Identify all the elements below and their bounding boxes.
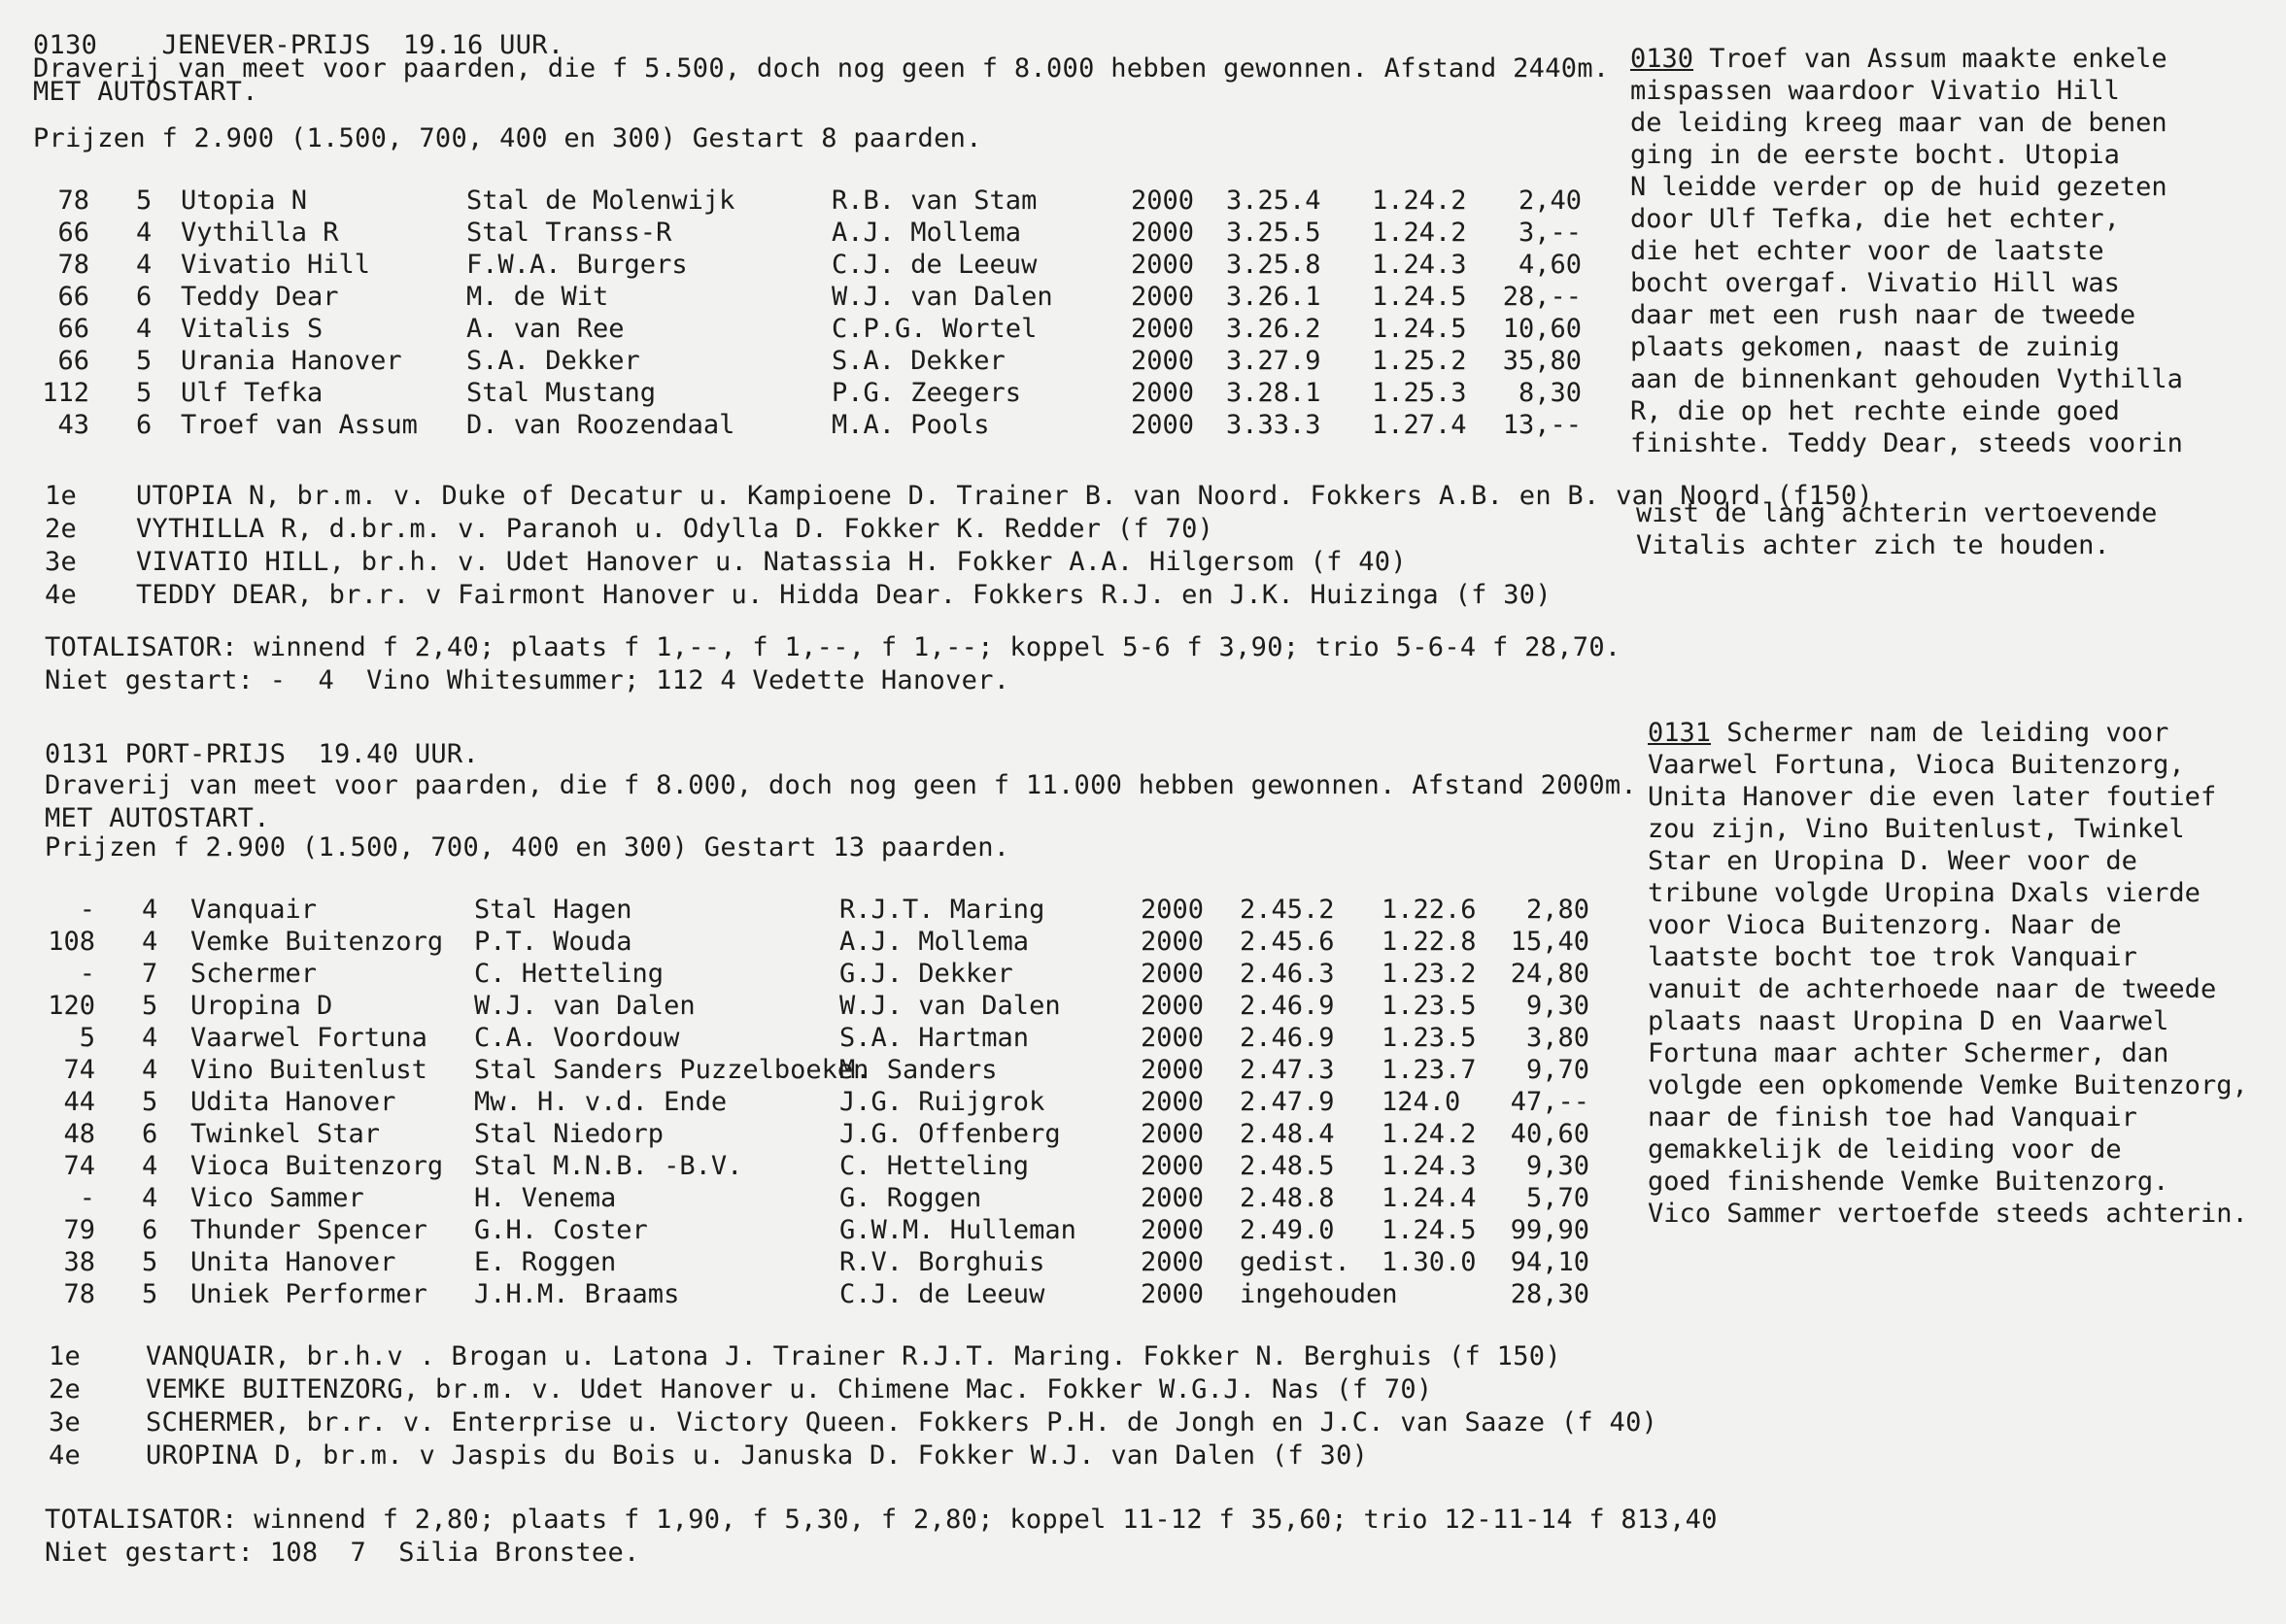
commentary-line: N leidde verder op de huid gezeten: [1630, 172, 2167, 202]
cell-dist: 2000: [1141, 1247, 1205, 1277]
cell-driver: W.J. van Dalen: [839, 991, 1061, 1021]
race-description: Draverij van meet voor paarden, die f 5.500, doch nog geen f 8.000 hebben gewonnen. Afstand 2440m.: [33, 53, 1610, 84]
commentary-line: Unita Hanover die even later foutief: [1648, 782, 2217, 812]
table-row: [0, 1214, 1652, 1246]
cell-dist: 2000: [1141, 1215, 1205, 1245]
cell-dist: 2000: [1141, 959, 1205, 989]
cell-age: 4: [136, 250, 153, 280]
cell-owner: Stal de Molenwijk: [466, 186, 735, 216]
cell-age: 4: [142, 927, 158, 957]
cell-dist: 2000: [1141, 1087, 1205, 1117]
cell-horse: Uropina D: [190, 991, 333, 1021]
cell-time: 2.46.9: [1240, 991, 1335, 1021]
cell-time: 2.49.0: [1240, 1215, 1335, 1245]
cell-odds: 99,90: [1510, 1215, 1589, 1245]
cell-owner: H. Venema: [474, 1183, 617, 1213]
cell-time: 3.25.4: [1226, 186, 1321, 216]
cell-odds: 47,--: [1510, 1087, 1589, 1117]
cell-num: 66: [57, 218, 89, 248]
cell-dist: 2000: [1131, 410, 1195, 440]
race-code: 0131: [45, 739, 110, 769]
cell-odds: 94,10: [1510, 1247, 1589, 1277]
cell-dist: 2000: [1141, 927, 1205, 957]
table-row: [0, 249, 1652, 281]
cell-driver: C.P.G. Wortel: [832, 314, 1038, 344]
cell-owner: F.W.A. Burgers: [466, 250, 688, 280]
table-row: [0, 185, 1652, 217]
cell-horse: Troef van Assum: [181, 410, 418, 440]
cell-horse: Ulf Tefka: [181, 378, 324, 408]
cell-driver: R.V. Borghuis: [839, 1247, 1045, 1277]
cell-owner: C.A. Voordouw: [474, 1023, 680, 1053]
cell-owner: P.T. Wouda: [474, 927, 632, 957]
cell-owner: C. Hetteling: [474, 959, 665, 989]
cell-age: 6: [142, 1119, 158, 1149]
cell-num: 120: [48, 991, 95, 1021]
cell-km: 1.24.5: [1372, 282, 1467, 312]
cell-age: 5: [136, 346, 153, 376]
race-description: Draverij van meet voor paarden, die f 8.000, doch nog geen f 11.000 hebben gewonnen. Afstand 2000m.: [45, 770, 1637, 800]
commentary-line: finishte. Teddy Dear, steeds voorin: [1630, 428, 2183, 458]
cell-km: 1.23.2: [1382, 959, 1477, 989]
cell-driver: C.J. de Leeuw: [832, 250, 1038, 280]
commentary-line: de leiding kreeg maar van de benen: [1630, 108, 2167, 138]
cell-odds: 9,30: [1525, 991, 1589, 1021]
cell-dist: 2000: [1131, 378, 1195, 408]
table-row: [0, 990, 1652, 1022]
cell-age: 6: [136, 410, 153, 440]
commentary-line: laatste bocht toe trok Vanquair: [1648, 942, 2137, 972]
cell-km: 1.24.5: [1372, 314, 1467, 344]
cell-owner: A. van Ree: [466, 314, 625, 344]
cell-odds: 3,80: [1525, 1023, 1589, 1053]
cell-dist: 2000: [1141, 1119, 1205, 1149]
cell-age: 5: [142, 991, 158, 1021]
cell-age: 7: [142, 959, 158, 989]
cell-km: 1.24.3: [1372, 250, 1467, 280]
cell-odds: 9,70: [1525, 1055, 1589, 1085]
cell-driver: C.J. de Leeuw: [839, 1279, 1045, 1309]
cell-odds: 2,40: [1518, 186, 1582, 216]
race-start-type: MET AUTOSTART.: [33, 77, 258, 107]
placing-position: 3e: [49, 1407, 82, 1438]
cell-owner: S.A. Dekker: [466, 346, 640, 376]
commentary-line: door Ulf Tefka, die het echter,: [1630, 204, 2120, 234]
cell-odds: 5,70: [1525, 1183, 1589, 1213]
cell-dist: 2000: [1131, 250, 1195, 280]
cell-km: 124.0: [1382, 1087, 1461, 1117]
cell-horse: Twinkel Star: [190, 1119, 381, 1149]
table-row: [0, 1054, 1652, 1086]
cell-km: 1.22.8: [1382, 927, 1477, 957]
race-commentary: [1630, 43, 2167, 75]
commentary-line: Vico Sammer vertoefde steeds achterin.: [1648, 1199, 2248, 1229]
commentary-line: wist de lang achterin vertoevende: [1636, 498, 2158, 528]
cell-age: 5: [142, 1247, 158, 1277]
table-row: [0, 1118, 1652, 1150]
cell-dist: 2000: [1131, 186, 1195, 216]
cell-driver: S.A. Hartman: [839, 1023, 1030, 1053]
cell-km: 1.27.4: [1372, 410, 1467, 440]
placing-position: 1e: [49, 1341, 82, 1371]
cell-time: 2.46.3: [1240, 959, 1335, 989]
cell-odds: 10,60: [1502, 314, 1582, 344]
cell-dist: 2000: [1131, 218, 1195, 248]
commentary-line: Vitalis achter zich te houden.: [1636, 530, 2110, 560]
placing-text: VANQUAIR, br.h.v . Brogan u. Latona J. Trainer R.J.T. Maring. Fokker N. Berghuis (f 150): [146, 1341, 1561, 1371]
cell-odds: 28,--: [1502, 282, 1582, 312]
cell-num: 66: [57, 346, 89, 376]
cell-horse: Uniek Performer: [190, 1279, 427, 1309]
cell-owner: E. Roggen: [474, 1247, 617, 1277]
race-start-type: MET AUTOSTART.: [45, 803, 270, 833]
cell-age: 4: [142, 1183, 158, 1213]
commentary-line: naar de finish toe had Vanquair: [1648, 1102, 2137, 1133]
cell-owner: Stal Transs-R: [466, 218, 672, 248]
cell-odds: 15,40: [1510, 927, 1589, 957]
commentary-line: aan de binnenkant gehouden Vythilla: [1630, 364, 2183, 394]
cell-driver: A.J. Mollema: [839, 927, 1030, 957]
table-row: [0, 1182, 1652, 1214]
cell-odds: 24,80: [1510, 959, 1589, 989]
cell-age: 4: [142, 1023, 158, 1053]
cell-dist: 2000: [1141, 991, 1205, 1021]
commentary-line: Vaarwel Fortuna, Vioca Buitenzorg,: [1648, 750, 2185, 780]
cell-horse: Schermer: [190, 959, 318, 989]
cell-time: ingehouden: [1240, 1279, 1398, 1309]
not-started: Niet gestart: - 4 Vino Whitesummer; 112 4 Vedette Hanover.: [45, 665, 1010, 695]
cell-driver: M. Sanders: [839, 1055, 998, 1085]
cell-time: 2.48.5: [1240, 1151, 1335, 1181]
cell-odds: 4,60: [1518, 250, 1582, 280]
commentary-line: Star en Uropina D. Weer voor de: [1648, 846, 2137, 876]
cell-driver: M.A. Pools: [832, 410, 990, 440]
cell-horse: Vythilla R: [181, 218, 339, 248]
cell-num: -: [79, 1183, 95, 1213]
cell-driver: A.J. Mollema: [832, 218, 1022, 248]
cell-owner: D. van Roozendaal: [466, 410, 735, 440]
cell-odds: 40,60: [1510, 1119, 1589, 1149]
cell-num: 112: [42, 378, 89, 408]
commentary-line: goed finishende Vemke Buitenzorg.: [1648, 1167, 2169, 1197]
cell-num: 74: [63, 1151, 95, 1181]
placing-text: TEDDY DEAR, br.r. v Fairmont Hanover u. Hidda Dear. Fokkers R.J. en J.K. Huizinga (f 30): [136, 580, 1552, 610]
cell-km: 1.22.6: [1382, 895, 1477, 925]
cell-dist: 2000: [1141, 895, 1205, 925]
cell-time: gedist.: [1240, 1247, 1350, 1277]
race-prizes: Prijzen f 2.900 (1.500, 700, 400 en 300) Gestart 13 paarden.: [45, 832, 1010, 863]
cell-num: 74: [63, 1055, 95, 1085]
table-row: [0, 281, 1652, 313]
placing-text: VEMKE BUITENZORG, br.m. v. Udet Hanover u. Chimene Mac. Fokker W.G.J. Nas (f 70): [146, 1374, 1433, 1404]
cell-age: 5: [136, 186, 153, 216]
commentary-line: Fortuna maar achter Schermer, dan: [1648, 1038, 2169, 1068]
cell-odds: 28,30: [1510, 1279, 1589, 1309]
race-commentary: [1648, 717, 2168, 749]
placing-position: 3e: [45, 547, 78, 577]
cell-dist: 2000: [1131, 314, 1195, 344]
commentary-line: vanuit de achterhoede naar de tweede: [1648, 974, 2217, 1004]
cell-time: 3.25.8: [1226, 250, 1321, 280]
cell-driver: C. Hetteling: [839, 1151, 1030, 1181]
cell-age: 4: [142, 895, 158, 925]
cell-num: -: [79, 959, 95, 989]
cell-age: 6: [142, 1215, 158, 1245]
cell-time: 2.46.9: [1240, 1023, 1335, 1053]
cell-km: 1.24.2: [1382, 1119, 1477, 1149]
cell-km: 1.23.7: [1382, 1055, 1477, 1085]
table-row: [0, 958, 1652, 990]
cell-dist: 2000: [1131, 282, 1195, 312]
cell-km: 1.25.2: [1372, 346, 1467, 376]
cell-odds: 9,30: [1525, 1151, 1589, 1181]
cell-driver: G.J. Dekker: [839, 959, 1013, 989]
cell-age: 5: [136, 378, 153, 408]
cell-time: 3.28.1: [1226, 378, 1321, 408]
cell-driver: W.J. van Dalen: [832, 282, 1053, 312]
totalisator: TOTALISATOR: winnend f 2,40; plaats f 1,--, f 1,--, f 1,--; koppel 5-6 f 3,90; trio 5-6-4 f 28,70.: [45, 632, 1621, 662]
table-row: [0, 1246, 1652, 1278]
not-started: Niet gestart: 108 7 Silia Bronstee.: [45, 1538, 640, 1568]
cell-odds: 2,80: [1525, 895, 1589, 925]
cell-dist: 2000: [1141, 1055, 1205, 1085]
cell-age: 4: [142, 1055, 158, 1085]
cell-driver: R.B. van Stam: [832, 186, 1038, 216]
table-row: [0, 409, 1652, 441]
cell-horse: Unita Hanover: [190, 1247, 396, 1277]
cell-num: 48: [63, 1119, 95, 1149]
cell-horse: Teddy Dear: [181, 282, 339, 312]
placing-text: UROPINA D, br.m. v Jaspis du Bois u. Januska D. Fokker W.J. van Dalen (f 30): [146, 1440, 1369, 1471]
commentary-line: mispassen waardoor Vivatio Hill: [1630, 76, 2120, 106]
cell-odds: 3,--: [1518, 218, 1582, 248]
cell-km: 1.24.4: [1382, 1183, 1477, 1213]
cell-owner: Stal Hagen: [474, 895, 632, 925]
placing-position: 4e: [49, 1440, 82, 1471]
placing-position: 1e: [45, 481, 78, 511]
cell-horse: Vico Sammer: [190, 1183, 364, 1213]
commentary-code: 0130: [1630, 44, 1694, 74]
cell-age: 5: [142, 1279, 158, 1309]
cell-time: 2.48.4: [1240, 1119, 1335, 1149]
cell-dist: 2000: [1141, 1279, 1205, 1309]
cell-age: 4: [136, 314, 153, 344]
cell-num: 44: [63, 1087, 95, 1117]
placing-position: 2e: [49, 1374, 82, 1404]
race-code: 0130: [33, 30, 98, 60]
race-header: [45, 738, 479, 770]
race-prizes: Prijzen f 2.900 (1.500, 700, 400 en 300) Gestart 8 paarden.: [33, 123, 982, 153]
placing-text: SCHERMER, br.r. v. Enterprise u. Victory Queen. Fokkers P.H. de Jongh en J.C. van Saaze (f 40): [146, 1407, 1658, 1438]
cell-time: 3.26.1: [1226, 282, 1321, 312]
cell-owner: J.H.M. Braams: [474, 1279, 680, 1309]
table-row: [0, 1022, 1652, 1054]
cell-driver: J.G. Ruijgrok: [839, 1087, 1045, 1117]
cell-num: 108: [48, 927, 95, 957]
cell-owner: Stal M.N.B. -B.V.: [474, 1151, 743, 1181]
totalisator: TOTALISATOR: winnend f 2,80; plaats f 1,90, f 5,30, f 2,80; koppel 11-12 f 35,60; trio 12-11-14 f 813,40: [45, 1505, 1718, 1535]
cell-time: 2.47.3: [1240, 1055, 1335, 1085]
commentary-line: zou zijn, Vino Buitenlust, Twinkel: [1648, 814, 2185, 844]
cell-time: 3.25.5: [1226, 218, 1321, 248]
placing-text: VIVATIO HILL, br.h. v. Udet Hanover u. Natassia H. Fokker A.A. Hilgersom (f 40): [136, 547, 1407, 577]
race-time: 19.40 UUR.: [318, 739, 480, 769]
cell-time: 2.48.8: [1240, 1183, 1335, 1213]
cell-owner: Stal Niedorp: [474, 1119, 665, 1149]
table-row: [0, 1086, 1652, 1118]
cell-horse: Vaarwel Fortuna: [190, 1023, 427, 1053]
cell-owner: Stal Mustang: [466, 378, 657, 408]
table-row: [0, 217, 1652, 249]
commentary-line: R, die op het rechte einde goed: [1630, 396, 2120, 426]
table-row: [0, 1150, 1652, 1182]
cell-driver: G. Roggen: [839, 1183, 982, 1213]
cell-odds: 8,30: [1518, 378, 1582, 408]
cell-dist: 2000: [1141, 1023, 1205, 1053]
cell-age: 4: [136, 218, 153, 248]
cell-num: 78: [57, 250, 89, 280]
cell-horse: Udita Hanover: [190, 1087, 396, 1117]
cell-horse: Vino Buitenlust: [190, 1055, 427, 1085]
cell-horse: Vanquair: [190, 895, 318, 925]
cell-owner: Stal Sanders Puzzelboeken: [474, 1055, 870, 1085]
commentary-line: bocht overgaf. Vivatio Hill was: [1630, 268, 2120, 298]
commentary-line: volgde een opkomende Vemke Buitenzorg,: [1648, 1070, 2248, 1100]
commentary-line: plaats gekomen, naast de zuinig: [1630, 332, 2120, 362]
cell-driver: G.W.M. Hulleman: [839, 1215, 1076, 1245]
table-row: [0, 894, 1652, 926]
cell-km: 1.24.2: [1372, 186, 1467, 216]
race-name: JENEVER-PRIJS: [161, 30, 371, 60]
cell-km: 1.30.0: [1382, 1247, 1477, 1277]
placing-text: VYTHILLA R, d.br.m. v. Paranoh u. Odylla D. Fokker K. Redder (f 70): [136, 514, 1214, 544]
cell-driver: P.G. Zeegers: [832, 378, 1022, 408]
cell-km: 1.23.5: [1382, 991, 1477, 1021]
cell-owner: M. de Wit: [466, 282, 609, 312]
cell-time: 2.45.2: [1240, 895, 1335, 925]
table-row: [0, 345, 1652, 377]
cell-age: 4: [142, 1151, 158, 1181]
commentary-line: plaats naast Uropina D en Vaarwel: [1648, 1006, 2169, 1036]
placing-text: UTOPIA N, br.m. v. Duke of Decatur u. Kampioene D. Trainer B. van Noord. Fokkers A.B. en B. van Noord (f150): [136, 481, 1873, 511]
race-name: PORT-PRIJS: [124, 739, 287, 769]
table-row: [0, 313, 1652, 345]
table-row: [0, 926, 1652, 958]
cell-num: 5: [79, 1023, 95, 1053]
commentary-line: voor Vioca Buitenzorg. Naar de: [1648, 910, 2122, 940]
race-time: 19.16 UUR.: [402, 30, 564, 60]
placing-position: 4e: [45, 580, 78, 610]
commentary-line: ging in de eerste bocht. Utopia: [1630, 140, 2120, 170]
cell-dist: 2000: [1141, 1183, 1205, 1213]
cell-km: 1.23.5: [1382, 1023, 1477, 1053]
cell-horse: Urania Hanover: [181, 346, 402, 376]
cell-time: 3.27.9: [1226, 346, 1321, 376]
cell-km: 1.24.2: [1372, 218, 1467, 248]
commentary-line: daar met een rush naar de tweede: [1630, 300, 2136, 330]
cell-num: 78: [63, 1279, 95, 1309]
cell-time: 3.26.2: [1226, 314, 1321, 344]
cell-km: 1.24.5: [1382, 1215, 1477, 1245]
cell-driver: S.A. Dekker: [832, 346, 1006, 376]
commentary-line: Schermer nam de leiding voor: [1711, 718, 2169, 748]
cell-horse: Vemke Buitenzorg: [190, 927, 444, 957]
cell-dist: 2000: [1141, 1151, 1205, 1181]
cell-owner: Mw. H. v.d. Ende: [474, 1087, 728, 1117]
table-row: [0, 377, 1652, 409]
cell-time: 2.47.9: [1240, 1087, 1335, 1117]
cell-num: 66: [57, 282, 89, 312]
cell-age: 5: [142, 1087, 158, 1117]
cell-time: 3.33.3: [1226, 410, 1321, 440]
commentary-line: tribune volgde Uropina Dxals vierde: [1648, 878, 2201, 908]
commentary-code: 0131: [1648, 718, 1712, 748]
cell-num: 38: [63, 1247, 95, 1277]
cell-age: 6: [136, 282, 153, 312]
cell-num: 66: [57, 314, 89, 344]
commentary-line: die het echter voor de laatste: [1630, 236, 2104, 266]
cell-num: -: [79, 895, 95, 925]
cell-owner: G.H. Coster: [474, 1215, 648, 1245]
cell-horse: Vioca Buitenzorg: [190, 1151, 444, 1181]
cell-owner: W.J. van Dalen: [474, 991, 696, 1021]
cell-dist: 2000: [1131, 346, 1195, 376]
cell-driver: R.J.T. Maring: [839, 895, 1045, 925]
cell-horse: Utopia N: [181, 186, 308, 216]
cell-km: 1.24.3: [1382, 1151, 1477, 1181]
placing-position: 2e: [45, 514, 78, 544]
cell-odds: 35,80: [1502, 346, 1582, 376]
cell-horse: Thunder Spencer: [190, 1215, 427, 1245]
cell-num: 78: [57, 186, 89, 216]
cell-horse: Vivatio Hill: [181, 250, 371, 280]
cell-driver: J.G. Offenberg: [839, 1119, 1061, 1149]
cell-horse: Vitalis S: [181, 314, 324, 344]
cell-time: 2.45.6: [1240, 927, 1335, 957]
table-row: [0, 1278, 1652, 1310]
cell-km: 1.25.3: [1372, 378, 1467, 408]
cell-num: 43: [57, 410, 89, 440]
cell-num: 79: [63, 1215, 95, 1245]
commentary-line: gemakkelijk de leiding voor de: [1648, 1134, 2122, 1165]
cell-odds: 13,--: [1502, 410, 1582, 440]
commentary-line: Troef van Assum maakte enkele: [1693, 44, 2167, 74]
